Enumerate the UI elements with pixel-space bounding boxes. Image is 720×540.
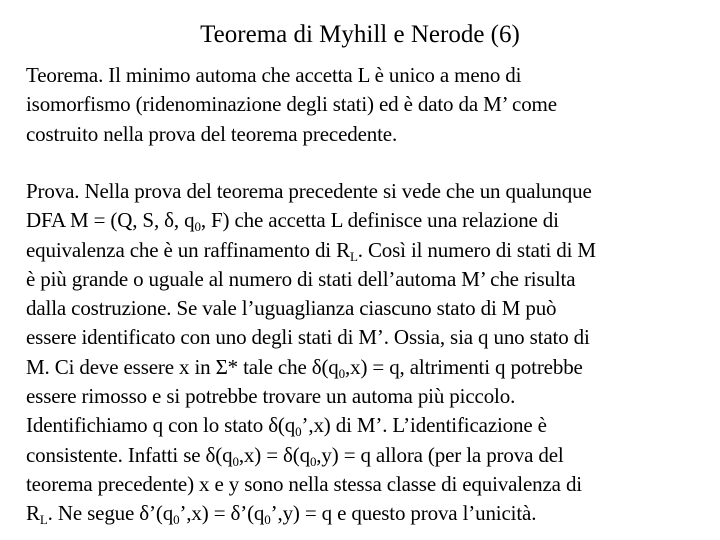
proof-text: . Nella prova del teorema precedente si vede che un qualunque <box>74 179 592 203</box>
theorem-block <box>26 61 698 149</box>
proof-line: teorema precedente) x e y sono nella stessa classe di equivalenza di <box>26 471 582 496</box>
proof-label: Prova <box>26 179 75 203</box>
theorem-text: . Il minimo automa che accetta L è unico a meno di <box>98 63 522 87</box>
slide-title: Teorema di Myhill e Nerode (6) <box>200 21 520 48</box>
proof-line: Identifichiamo q con lo stato $\delta(q_0’,x)$ di M’. L’identificazione è <box>26 413 547 440</box>
proof-line: consistente. Infatti se $\delta(q_0,x) = \delta(q_0,y) = q$ allora (per la prova del <box>26 442 564 469</box>
proof-line: equivalenza che è un raffinamento di $R_L$. Così il numero di stati di M <box>26 237 596 264</box>
proof-line: $R_L$. Ne segue $\delta’(q_0’,x)$ = $\delta’(q_0’,y) = q$ e questo prova l’unicità. <box>26 501 537 528</box>
proof-line: DFA M = (Q, S, δ, $q_0$, F) che accetta L definisce una relazione di <box>26 208 559 235</box>
theorem-line <box>26 61 698 90</box>
proof-line: è più grande o uguale al numero di stati dell’automa M’ che risulta <box>26 266 576 291</box>
theorem-line: isomorfismo (ridenominazione degli stati) ed è dato da M’ come <box>26 92 557 117</box>
proof-line <box>26 177 698 206</box>
theorem-label: Teorema <box>26 63 99 87</box>
proof-line: essere rimosso e si potrebbe trovare un automa più piccolo. <box>26 384 516 409</box>
theorem-line: costruito nella prova del teorema precedente. <box>26 121 398 146</box>
proof-block <box>26 177 698 529</box>
proof-line: essere identificato con uno degli stati di M’. Ossia, sia q uno stato di <box>26 325 590 350</box>
proof-line: M. Ci deve essere x in Σ* tale che $\delta(q_0,x) = q$, altrimenti q potrebbe <box>26 354 583 381</box>
proof-line: dalla costruzione. Se vale l’uguaglianza ciascuno stato di M può <box>26 296 557 321</box>
